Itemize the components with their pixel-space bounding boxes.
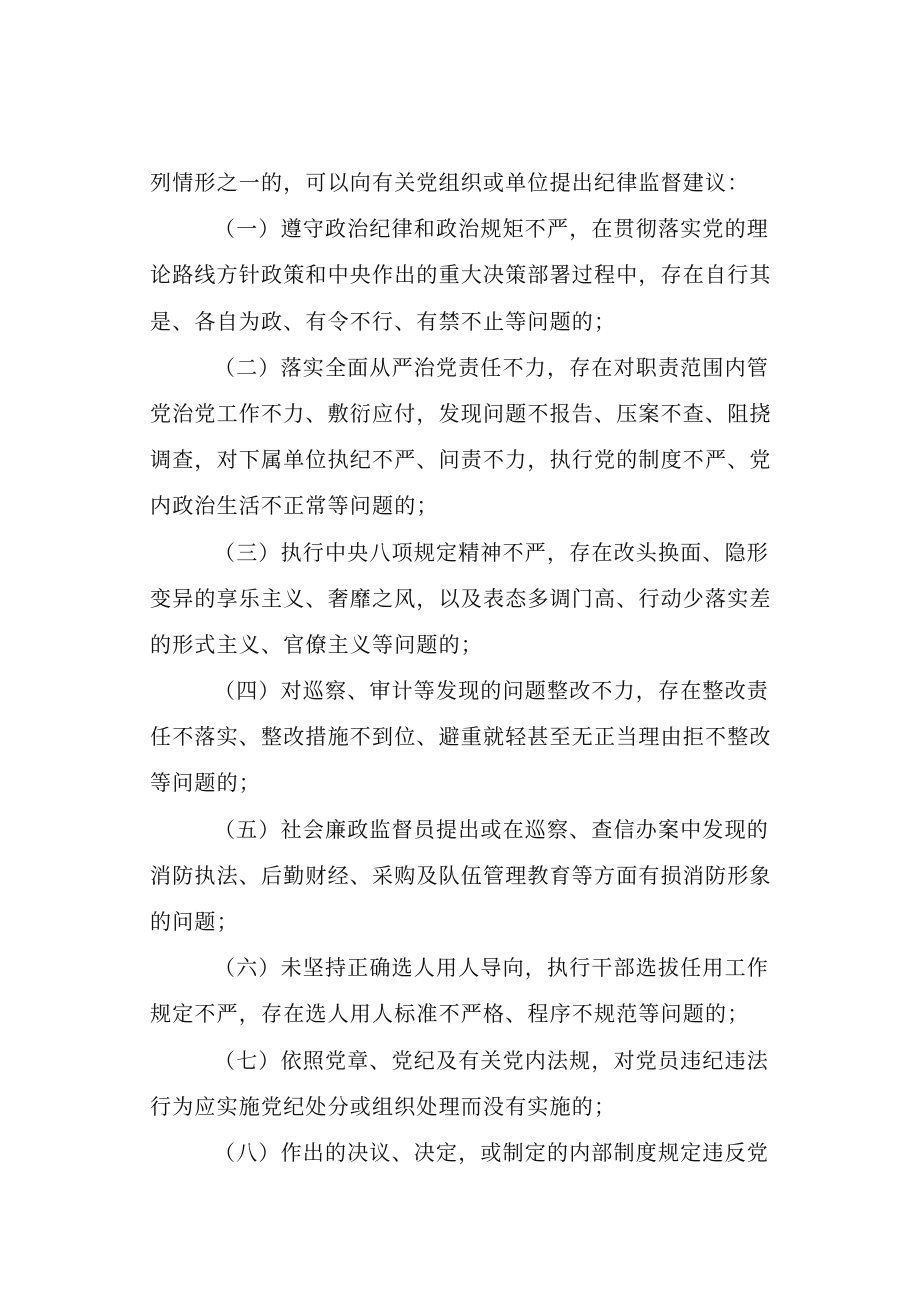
document-body <box>150 160 800 1176</box>
text-line: 是、各自为政、有令不行、有禁不止等问题的； <box>150 309 617 334</box>
text-line: （一）遵守政治纪律和政治规矩不严，在贯彻落实党的理 <box>214 217 769 242</box>
text-line: （四）对巡察、审计等发现的问题整改不力，存在整改责 <box>214 679 769 704</box>
text-line: （八）作出的决议、决定，或制定的内部制度规定违反党 <box>214 1140 769 1165</box>
text-line: 的形式主义、官僚主义等问题的； <box>150 632 483 657</box>
text-line: 行为应实施党纪处分或组织处理而没有实施的； <box>150 1094 617 1119</box>
text-line: （五）社会廉政监督员提出或在巡察、查信办案中发现的 <box>214 817 769 842</box>
text-line: 论路线方针政策和中央作出的重大决策部署过程中，存在自行其 <box>150 263 772 288</box>
text-line: 任不落实、整改措施不到位、避重就轻甚至无正当理由拒不整改 <box>150 725 772 750</box>
text-line: （六）未坚持正确选人用人导向，执行干部选拔任用工作 <box>214 956 769 981</box>
text-line: 列情形之一的，可以向有关党组织或单位提出纪律监督建议： <box>150 171 750 195</box>
text-line: 的问题； <box>150 910 239 934</box>
text-line: 变异的享乐主义、奢靡之风，以及表态多调门高、行动少落实差 <box>150 586 772 611</box>
text-line: 调查，对下属单位执纪不严、问责不力，执行党的制度不严、党 <box>150 448 772 473</box>
text-line: 内政治生活不正常等问题的； <box>150 494 439 519</box>
text-line: 消防执法、后勤财经、采购及队伍管理教育等方面有损消防形象 <box>150 863 772 888</box>
text-line: （三）执行中央八项规定精神不严，存在改头换面、隐形 <box>214 540 769 565</box>
text-line: 规定不严，存在选人用人标准不严格、程序不规范等问题的； <box>150 1002 750 1027</box>
text-line: （七）依照党章、党纪及有关党内法规，对党员违纪违法 <box>214 1048 769 1073</box>
text-line: （二）落实全面从严治党责任不力，存在对职责范围内管 <box>214 355 769 380</box>
text-line: 党治党工作不力、敷衍应付，发现问题不报告、压案不查、阻挠 <box>150 401 772 426</box>
text-line: 等问题的； <box>150 771 261 796</box>
